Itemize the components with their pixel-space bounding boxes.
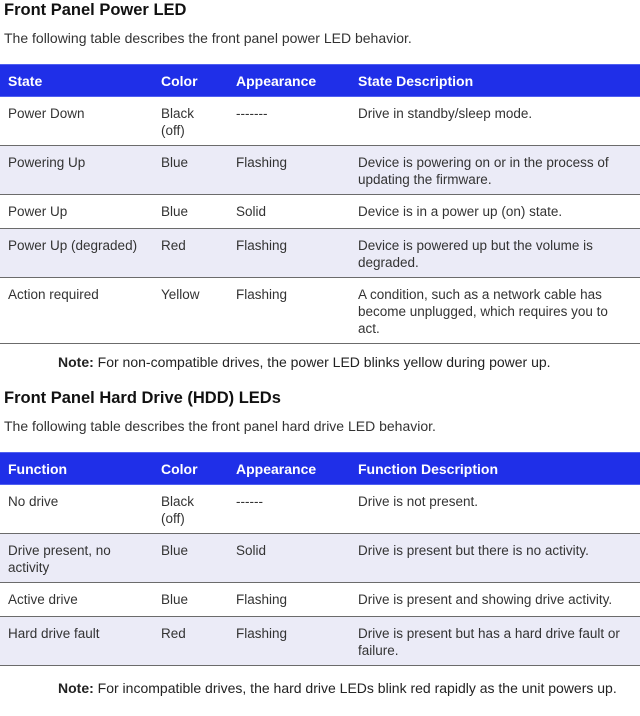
table-cell: Power Down xyxy=(0,97,153,146)
column-header: Appearance xyxy=(228,65,350,97)
column-header: State xyxy=(0,65,153,97)
table-cell: Drive is present and showing drive activity. xyxy=(350,583,640,617)
table-cell: Device is in a power up (on) state. xyxy=(350,195,640,229)
table-cell: ------- xyxy=(228,97,350,146)
column-header: Function Description xyxy=(350,453,640,485)
power-led-intro: The following table describes the front panel power LED behavior. xyxy=(4,30,412,46)
table-header-row xyxy=(0,65,640,97)
table-row xyxy=(0,583,640,617)
note-text: For incompatible drives, the hard drive LEDs blink red rapidly as the unit powers up. xyxy=(97,680,617,696)
table-cell: Flashing xyxy=(228,583,350,617)
note-label: Note: xyxy=(58,680,94,696)
table-row xyxy=(0,485,640,534)
power-led-note xyxy=(58,353,551,371)
table-row xyxy=(0,278,640,344)
table-cell: Solid xyxy=(228,195,350,229)
table-row xyxy=(0,534,640,583)
hdd-led-title: Front Panel Hard Drive (HDD) LEDs xyxy=(4,389,281,407)
table-cell: ------ xyxy=(228,485,350,534)
table-header-row xyxy=(0,453,640,485)
table-cell: Blue xyxy=(153,146,228,195)
table-cell: Drive is present but there is no activity. xyxy=(350,534,640,583)
table-cell: Device is powering on or in the process of updating the firmware. xyxy=(350,146,640,195)
table-cell: Red xyxy=(153,229,228,278)
hdd-led-table xyxy=(0,452,640,666)
column-header: Color xyxy=(153,65,228,97)
table-row xyxy=(0,97,640,146)
table-cell: Drive in standby/sleep mode. xyxy=(350,97,640,146)
table-cell: Flashing xyxy=(228,617,350,666)
table-cell: Drive present, no activity xyxy=(0,534,153,583)
column-header: Color xyxy=(153,453,228,485)
table-cell: Flashing xyxy=(228,278,350,344)
table-cell: Blue xyxy=(153,534,228,583)
table-row xyxy=(0,229,640,278)
table-cell: Yellow xyxy=(153,278,228,344)
column-header: Appearance xyxy=(228,453,350,485)
power-led-title: Front Panel Power LED xyxy=(4,1,187,19)
table-cell: Black (off) xyxy=(153,97,228,146)
table-cell: Device is powered up but the volume is degraded. xyxy=(350,229,640,278)
table-cell: Action required xyxy=(0,278,153,344)
table-cell: Powering Up xyxy=(0,146,153,195)
table-row xyxy=(0,195,640,229)
note-label: Note: xyxy=(58,354,94,370)
column-header: Function xyxy=(0,453,153,485)
table-cell: Red xyxy=(153,617,228,666)
note-text: For non-compatible drives, the power LED blinks yellow during power up. xyxy=(97,354,551,370)
table-cell: Power Up (degraded) xyxy=(0,229,153,278)
table-cell: Power Up xyxy=(0,195,153,229)
table-cell: Solid xyxy=(228,534,350,583)
hdd-led-note xyxy=(58,679,618,697)
table-cell: No drive xyxy=(0,485,153,534)
table-cell: Drive is present but has a hard drive fault or failure. xyxy=(350,617,640,666)
table-row xyxy=(0,146,640,195)
table-cell: Active drive xyxy=(0,583,153,617)
table-cell: A condition, such as a network cable has become unplugged, which requires you to act. xyxy=(350,278,640,344)
power-led-table xyxy=(0,64,640,344)
table-cell: Flashing xyxy=(228,146,350,195)
table-cell: Hard drive fault xyxy=(0,617,153,666)
table-cell: Flashing xyxy=(228,229,350,278)
column-header: State Description xyxy=(350,65,640,97)
table-cell: Blue xyxy=(153,583,228,617)
table-row xyxy=(0,617,640,666)
table-cell: Black (off) xyxy=(153,485,228,534)
hdd-led-intro: The following table describes the front panel hard drive LED behavior. xyxy=(4,418,436,434)
table-cell: Blue xyxy=(153,195,228,229)
table-cell: Drive is not present. xyxy=(350,485,640,534)
